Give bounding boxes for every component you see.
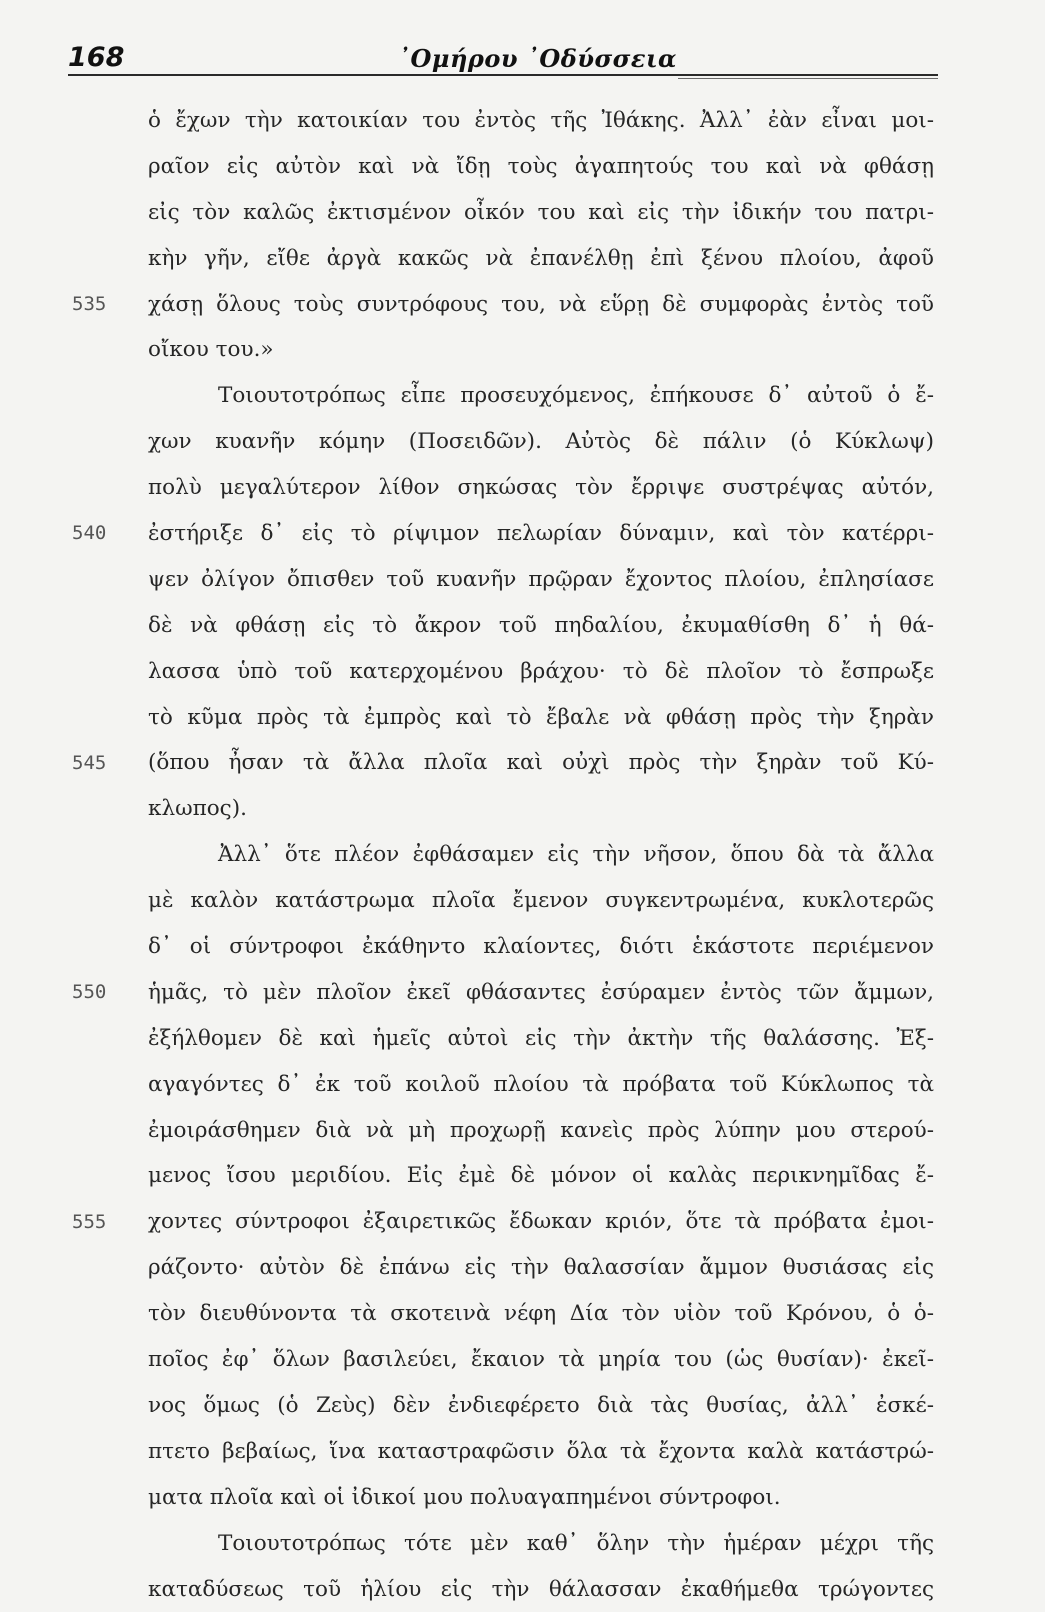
text-line: πτετο βεβαίως, ἵνα καταστραφῶσιν ὅλα τὰ ἔχοντα καλὰ κατάστρώ-	[148, 1429, 934, 1475]
text-line: ποῖος ἐφ᾽ ὅλων βασιλεύει, ἔκαιον τὰ μηρία του (ὡς θυσίαν)· ἐκεῖ-	[148, 1337, 934, 1383]
text-line: καταδύσεως τοῦ ἡλίου εἰς τὴν θάλασσαν ἐκαθήμεθα τρώγοντες	[148, 1567, 934, 1612]
text-line: δ᾽ οἱ σύντροφοι ἐκάθηντο κλαίοντες, διότι ἑκάστοτε περιέμενον	[148, 924, 934, 970]
text-line: χων κυανῆν κόμην (Ποσειδῶν). Αὐτὸς δὲ πάλιν (ὁ Κύκλωψ)	[148, 419, 934, 465]
text-line: αγαγόντες δ᾽ ἐκ τοῦ κοιλοῦ πλοίου τὰ πρόβατα τοῦ Κύκλωπος τὰ	[148, 1062, 934, 1108]
text-line: μενος ἴσου μεριδίου. Εἰς ἐμὲ δὲ μόνον οἱ καλὰς περικνημῖδας ἔ-	[148, 1153, 934, 1199]
text-line: τὸ κῦμα πρὸς τὰ ἐμπρὸς καὶ τὸ ἔβαλε νὰ φθάσῃ πρὸς τὴν ξηρὰν	[148, 695, 934, 741]
line-number: 555	[72, 1200, 106, 1246]
line-number: 550	[72, 970, 106, 1016]
text-line: μὲ καλὸν κατάστρωμα πλοῖα ἔμενον συγκεντρωμένα, κυκλοτερῶς	[148, 878, 934, 924]
line-number: 535	[72, 282, 106, 328]
text-line: εἰς τὸν καλῶς ἐκτισμένον οἶκόν του καὶ εἰς τὴν ἰδικήν του πατρι-	[148, 190, 934, 236]
header-rule	[68, 74, 938, 76]
text-line: κλωπος).	[148, 786, 934, 832]
text-line: λασσα ὑπὸ τοῦ κατερχομένου βράχου· τὸ δὲ πλοῖον τὸ ἔσπρωξε	[148, 649, 934, 695]
line-number: 540	[72, 511, 106, 557]
text-line: οἴκου του.»	[148, 327, 934, 373]
text-line: κὴν γῆν, εἴθε ἀργὰ κακῶς νὰ ἐπανέλθῃ ἐπὶ ξένου πλοίου, ἀφοῦ	[148, 236, 934, 282]
text-line: Τοιουτοτρόπως εἶπε προσευχόμενος, ἐπήκουσε δ᾽ αὐτοῦ ὁ ἔ-	[148, 373, 934, 419]
text-line: Ἀλλ᾽ ὅτε πλέον ἐφθάσαμεν εἰς τὴν νῆσον, ὅπου δὰ τὰ ἄλλα	[148, 832, 934, 878]
running-title: ᾿Ομήρου ᾿Οδύσσεια	[398, 44, 677, 73]
page-number: 168	[68, 42, 124, 73]
text-line: δὲ νὰ φθάσῃ εἰς τὸ ἄκρον τοῦ πηδαλίου, ἐκυμαθίσθη δ᾽ ἡ θά-	[148, 603, 934, 649]
header-rule-secondary	[678, 78, 938, 79]
text-line: ἡμᾶς, τὸ μὲν πλοῖον ἐκεῖ φθάσαντες ἐσύραμεν ἐντὸς τῶν ἄμμων,	[148, 970, 934, 1016]
text-line: Τοιουτοτρόπως τότε μὲν καθ᾽ ὅλην τὴν ἡμέραν μέχρι τῆς	[148, 1521, 934, 1567]
text-line: ἐμοιράσθημεν διὰ νὰ μὴ προχωρῇ κανεὶς πρὸς λύπην μου στερού-	[148, 1108, 934, 1154]
text-line: ἐστήριξε δ᾽ εἰς τὸ ρίψιμον πελωρίαν δύναμιν, καὶ τὸν κατέρρι-	[148, 511, 934, 557]
text-line: χοντες σύντροφοι ἐξαιρετικῶς ἔδωκαν κριόν, ὅτε τὰ πρόβατα ἐμοι-	[148, 1199, 934, 1245]
text-line: ράζοντο· αὐτὸν δὲ ἐπάνω εἰς τὴν θαλασσίαν ἄμμον θυσιάσας εἰς	[148, 1245, 934, 1291]
page-header	[68, 40, 938, 84]
text-line: πολὺ μεγαλύτερον λίθον σηκώσας τὸν ἔρριψε συστρέψας αὐτόν,	[148, 465, 934, 511]
text-line: ματα πλοῖα καὶ οἱ ἰδικοί μου πολυαγαπημένοι σύντροφοι.	[148, 1475, 934, 1521]
text-line: (ὅπου ἦσαν τὰ ἄλλα πλοῖα καὶ οὐχὶ πρὸς τὴν ξηρὰν τοῦ Κύ-	[148, 740, 934, 786]
text-line: ραῖον εἰς αὐτὸν καὶ νὰ ἴδῃ τοὺς ἀγαπητούς του καὶ νὰ φθάσῃ	[148, 144, 934, 190]
body-text	[148, 98, 934, 1612]
text-line: ὁ ἔχων τὴν κατοικίαν του ἐντὸς τῆς Ἰθάκης. Ἀλλ᾽ ἐὰν εἶναι μοι-	[148, 98, 934, 144]
text-line: νος ὅμως (ὁ Ζεὺς) δὲν ἐνδιεφέρετο διὰ τὰς θυσίας, ἀλλ᾽ ἐσκέ-	[148, 1383, 934, 1429]
line-number: 545	[72, 741, 106, 787]
text-line: χάσῃ ὅλους τοὺς συντρόφους του, νὰ εὕρῃ δὲ συμφορὰς ἐντὸς τοῦ	[148, 282, 934, 328]
text-line: ψεν ὀλίγον ὄπισθεν τοῦ κυανῆν πρῷραν ἔχοντος πλοίου, ἐπλησίασε	[148, 557, 934, 603]
text-line: τὸν διευθύνοντα τὰ σκοτεινὰ νέφη Δία τὸν υἱὸν τοῦ Κρόνου, ὁ ὁ-	[148, 1291, 934, 1337]
text-line: ἐξήλθομεν δὲ καὶ ἡμεῖς αὐτοὶ εἰς τὴν ἀκτὴν τῆς θαλάσσης. Ἐξ-	[148, 1016, 934, 1062]
